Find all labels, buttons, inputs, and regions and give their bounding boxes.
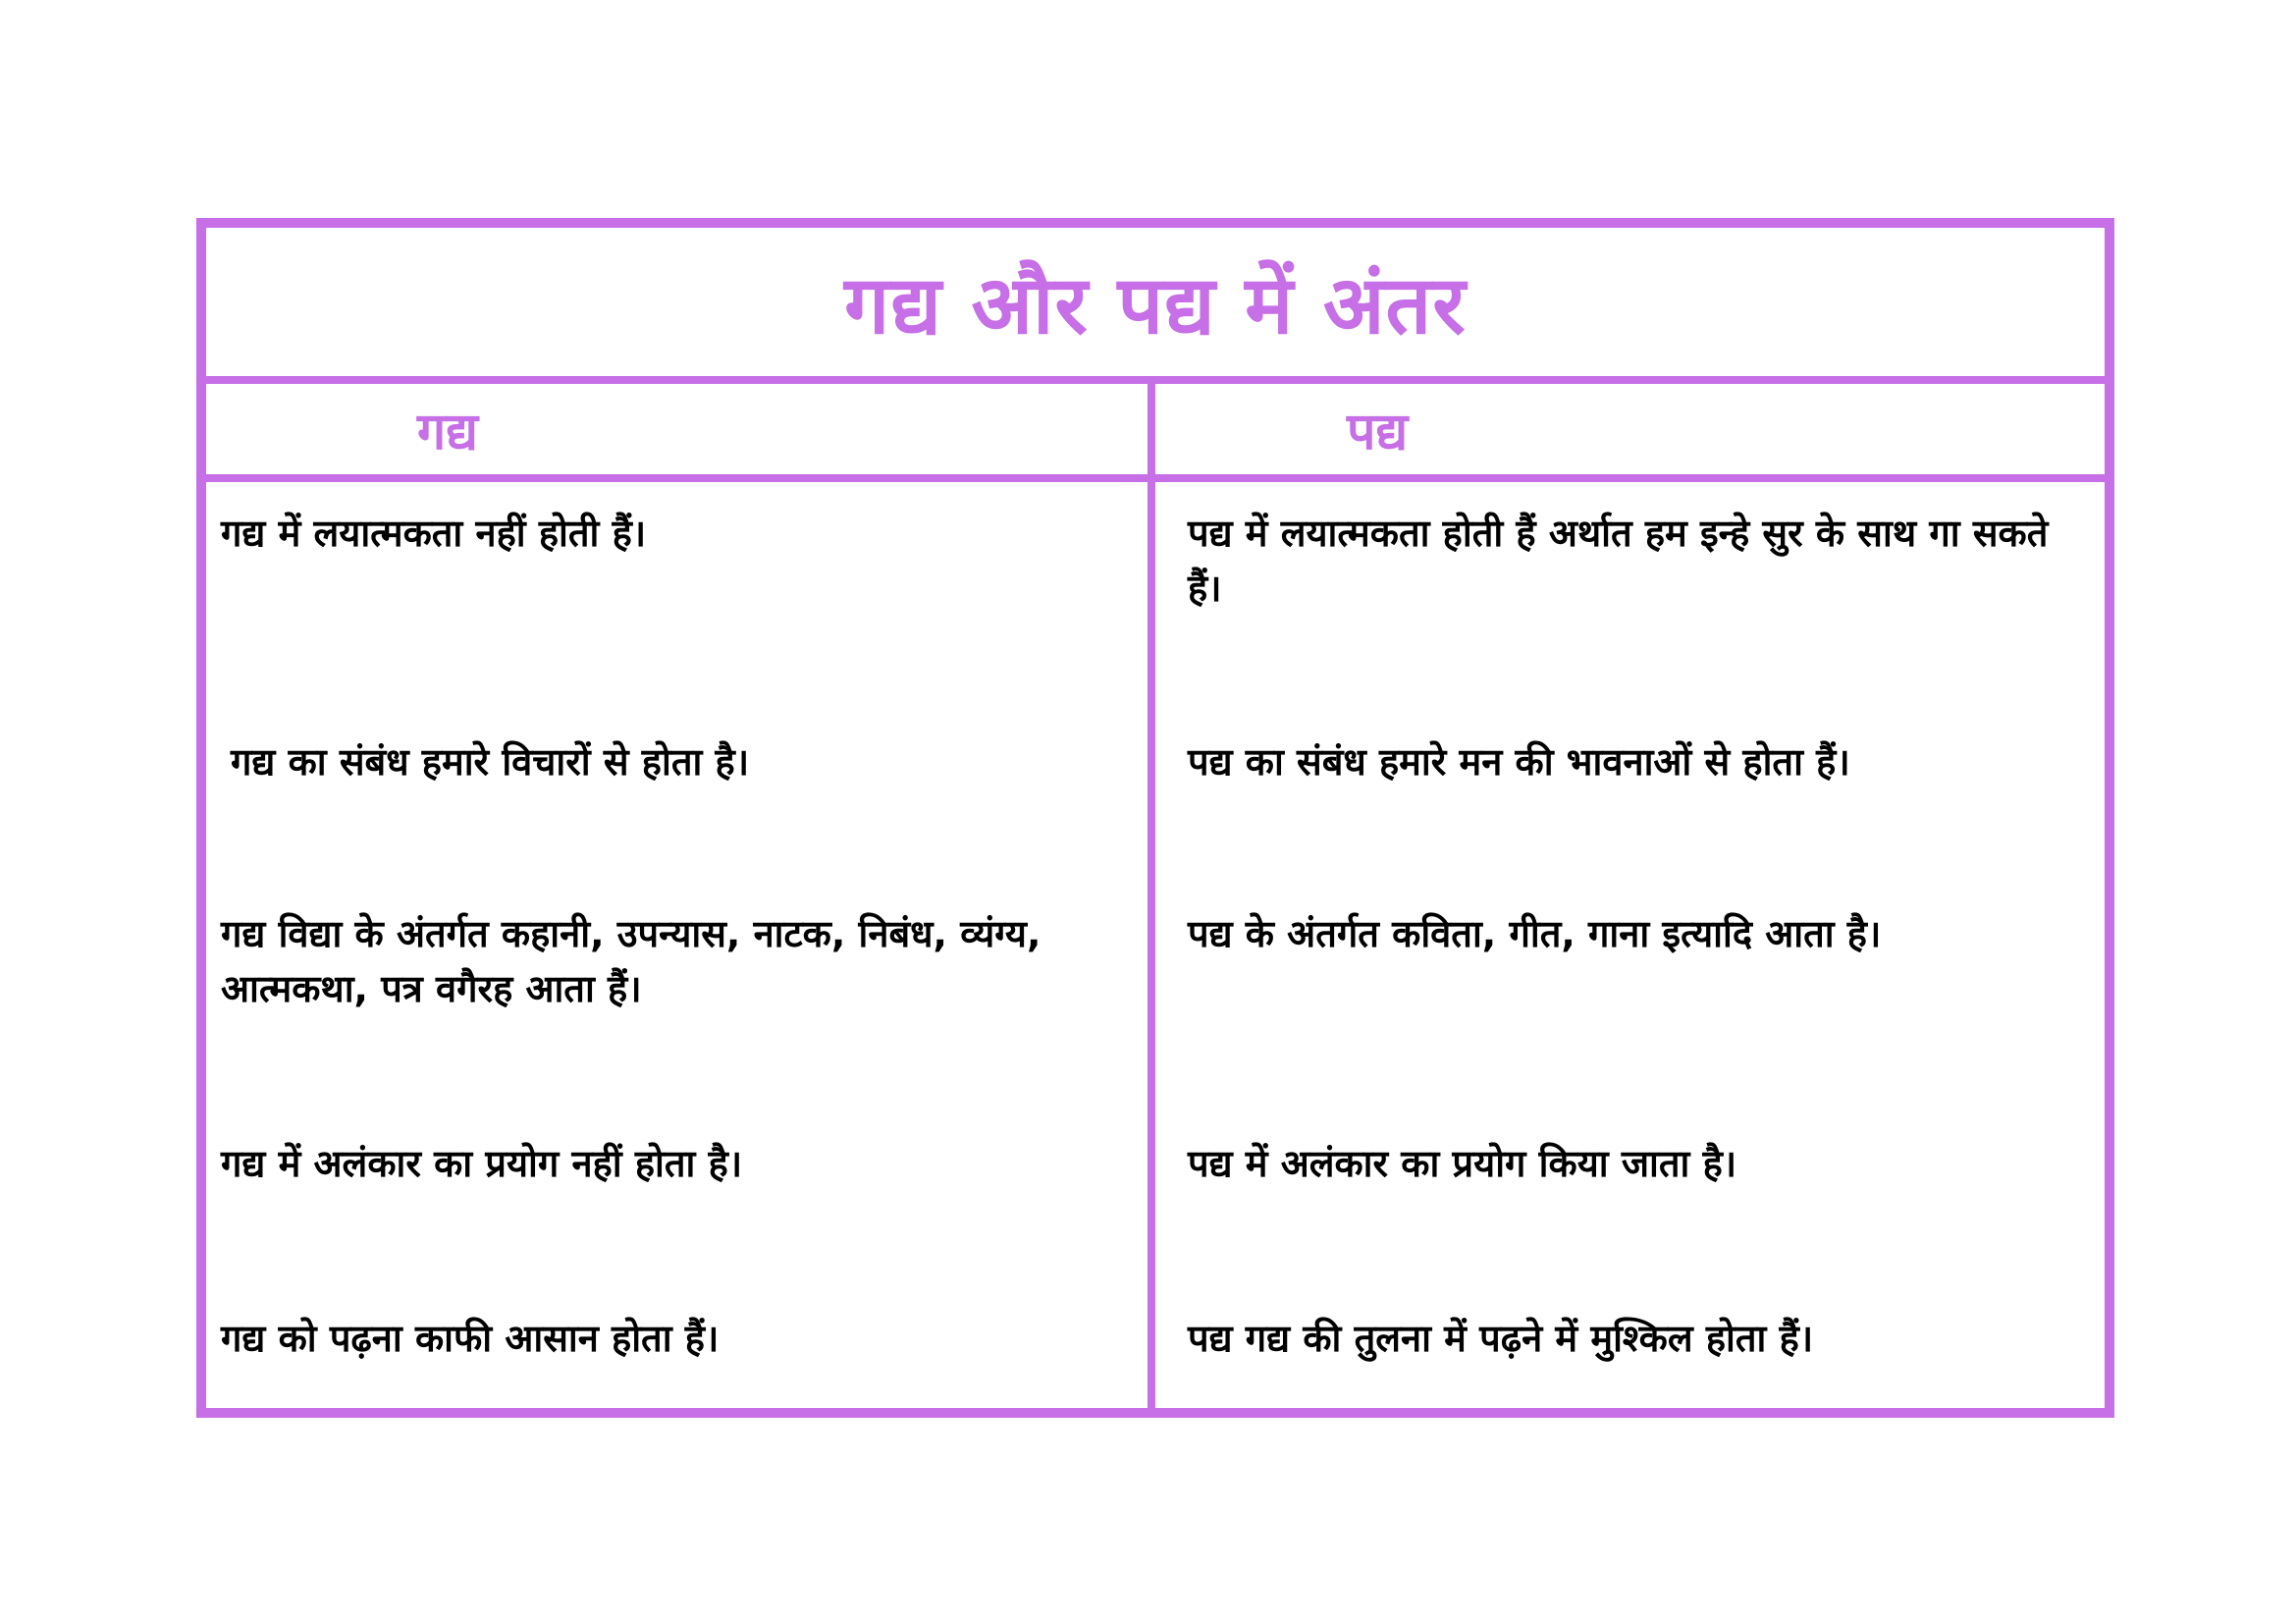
header-gadya: गद्य (417, 402, 479, 461)
gadya-cell-4: गद्य में अलंकार का प्रयोग नहीं होता है। (221, 1142, 743, 1185)
comparison-table (196, 218, 2114, 1418)
padya-cell-2: पद्य का संबंध हमारे मन की भावनाओं से होता हैं। (1188, 740, 1850, 784)
padya-cell-3: पद्य के अंतर्गत कविता, गीत, गाना इत्यादि आता है। (1188, 912, 1882, 955)
table-title-row (206, 228, 2105, 384)
table-body (206, 482, 2105, 1408)
gadya-cell-2: गद्य का संबंध हमारे विचारों से होता है। (231, 740, 750, 784)
gadya-cell-3: गद्य विद्या के अंतर्गत कहानी, उपन्यास, नाटक, निबंध, व्यंग्य, आत्मकथा, पत्र वगैरह आता हैं। (221, 912, 1041, 1010)
gadya-cell-1: गद्य में लयात्मकता नहीं होती हैं। (221, 512, 647, 555)
gadya-cell-5: गद्य को पढ़ना काफी आसान होता हैं। (221, 1317, 720, 1360)
padya-cell-4: पद्य में अलंकार का प्रयोग किया जाता है। (1188, 1142, 1737, 1185)
padya-cell-1: पद्य में लयात्मकता होती हैं अर्थात हम इन्हे सुर के साथ गा सकते हैं। (1188, 512, 2049, 610)
header-padya: पद्य (1347, 402, 1409, 461)
table-title: गद्य और पद्य में अंतर (844, 258, 1467, 352)
table-header-row (206, 384, 2105, 482)
padya-cell-5: पद्य गद्य की तुलना में पढ़ने में मुश्किल होता हैं। (1188, 1317, 1814, 1360)
